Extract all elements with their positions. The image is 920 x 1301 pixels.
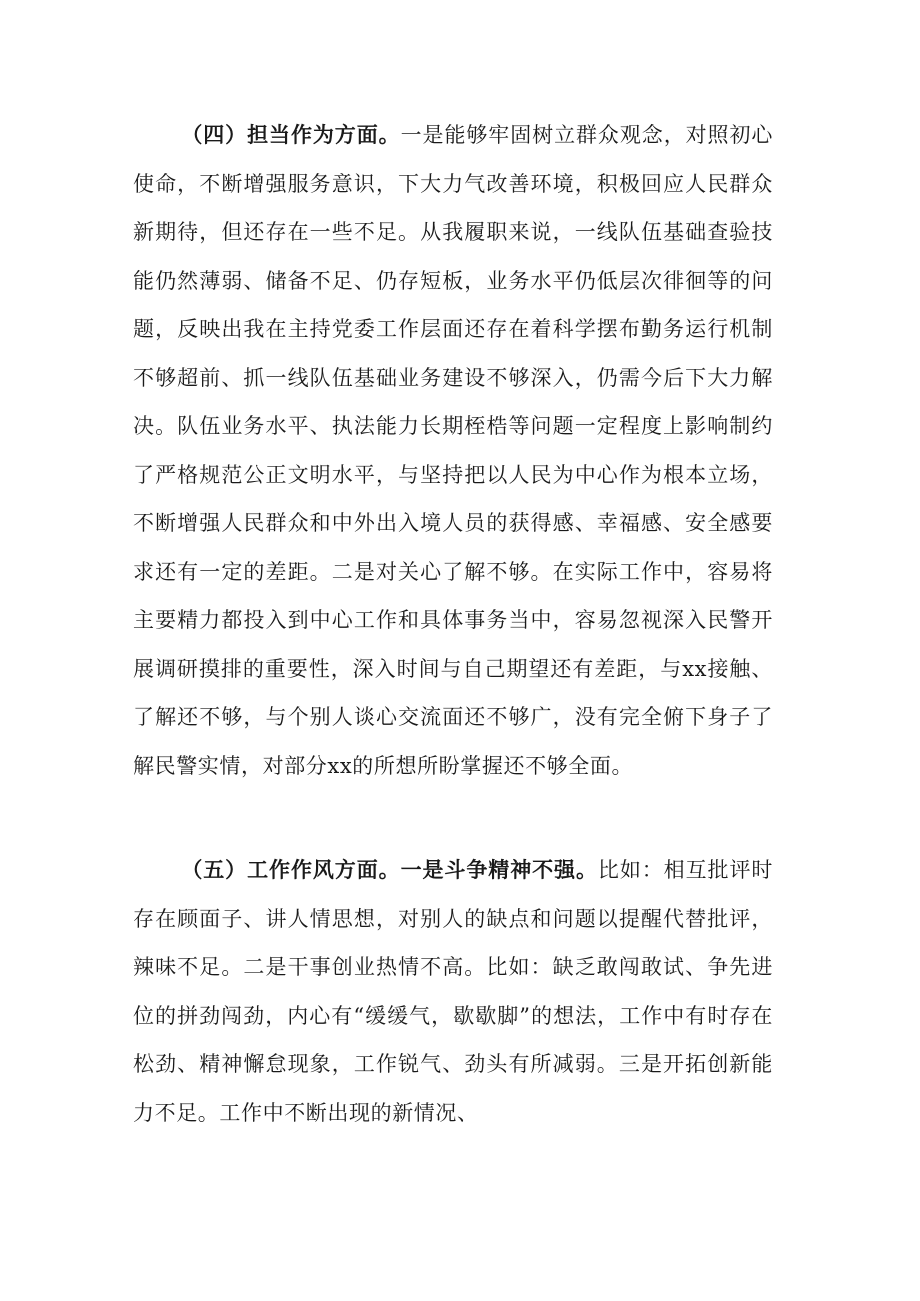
paragraph-5-body: 比如：相互批评时存在顾面子、讲人情思想，对别人的缺点和问题以提醒代替批评，辣味不足。二是干事创业热情不高。比如：缺乏敢闯敢试、争先进位的拼劲闯劲，内心有“缓缓气，歇歇脚”的想法，工作中有时存在松劲、精神懈怠现象，工作锐气、劲头有所减弱。三是开拓创新能力不足。工作中不断出现的新情况、 <box>133 858 773 1125</box>
section-heading-5: （五）工作作风方面。 <box>181 857 401 882</box>
paragraph-5 <box>133 846 773 1137</box>
paragraph-4-body: 一是能够牢固树立群众观念，对照初心使命，不断增强服务意识，下大力气改善环境，积极回应人民群众新期待，但还存在一些不足。从我履职来说，一线队伍基础查验技能仍然薄弱、储备不足、仍存短板，业务水平仍低层次徘徊等的问题，反映出我在主持党委工作层面还存在着科学摆布勤务运行机制不够超前、抓一线队伍基础业务建设不够深入，仍需今后下大力解决。队伍业务水平、执法能力长期桎梏等问题一定程度上影响制约了严格规范公正文明水平，与坚持把以人民为中心作为根本立场，不断增强人民群众和中外出入境人员的获得感、幸福感、安全感要求还有一定的差距。二是对关心了解不够。在实际工作中，容易将主要精力都投入到中心工作和具体事务当中，容易忽视深入民警开展调研摸排的重要性，深入时间与自己期望还有差距，与xx接触、了解还不够，与个别人谈心交流面还不够广，没有完全俯下身子了解民警实情，对部分xx的所想所盼掌握还不够全面。 <box>133 123 774 778</box>
section-heading-4: （四）担当作为方面。 <box>181 122 401 147</box>
paragraph-4 <box>133 111 773 790</box>
paragraph-5-lead: 一是斗争精神不强。 <box>400 857 598 882</box>
